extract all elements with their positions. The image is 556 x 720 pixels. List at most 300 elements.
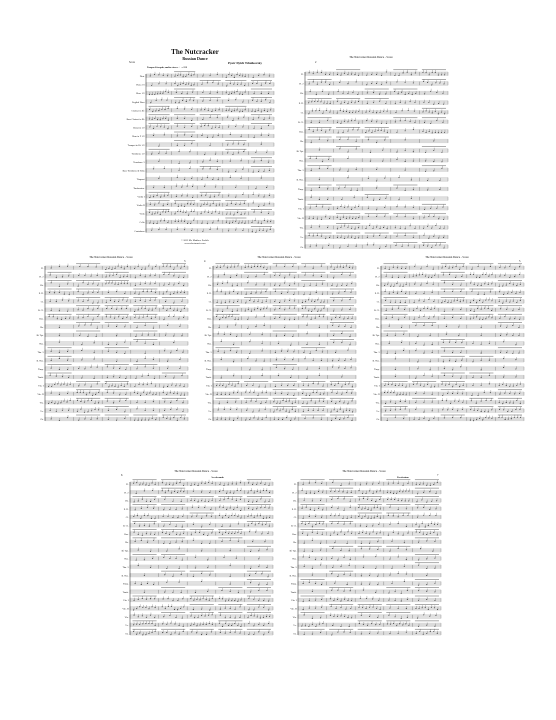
note-head: [254, 309, 255, 310]
note-head: [386, 310, 387, 311]
note-head: [67, 266, 68, 267]
note-head: [337, 122, 338, 123]
instrument-label: Fl.: [41, 268, 44, 270]
note-head: [166, 100, 167, 101]
note-head: [78, 420, 79, 421]
note-head: [224, 409, 225, 410]
note-head: [242, 111, 243, 112]
note-head: [282, 400, 283, 401]
note-head: [164, 402, 165, 403]
note-head: [444, 291, 445, 292]
note-head: [116, 352, 117, 353]
note-head: [184, 135, 185, 136]
note-head: [269, 118, 270, 119]
note-head: [321, 130, 322, 131]
note-head: [261, 178, 262, 179]
note-head: [94, 359, 95, 360]
note-head: [107, 392, 108, 393]
note-head: [113, 368, 114, 369]
note-head: [234, 386, 235, 387]
note-head: [342, 132, 343, 133]
note-head: [252, 100, 253, 101]
note-head: [395, 122, 396, 123]
note-head: [323, 394, 324, 395]
note-head: [281, 293, 282, 294]
note-head: [168, 211, 169, 212]
note-head: [519, 266, 520, 267]
note-head: [211, 128, 212, 129]
note-head: [170, 352, 171, 353]
note-head: [341, 274, 342, 275]
note-head: [405, 302, 406, 303]
note-head: [340, 267, 341, 268]
note-head: [346, 285, 347, 286]
note-head: [150, 102, 151, 103]
note-head: [311, 401, 312, 402]
note-head: [319, 368, 320, 369]
note-head: [163, 205, 164, 206]
note-head: [233, 420, 234, 421]
note-head: [321, 419, 322, 420]
instrument-label: Vln. II: [37, 394, 44, 396]
note-head: [423, 308, 424, 309]
note-head: [371, 132, 372, 133]
note-head: [108, 344, 109, 345]
instrument-label: B♭ Tpt.: [36, 335, 44, 338]
note-head: [423, 301, 424, 302]
note-head: [219, 205, 220, 206]
note-head: [70, 384, 71, 385]
note-head: [316, 158, 317, 159]
note-head: [335, 418, 336, 419]
note-head: [396, 216, 397, 217]
note-head: [124, 283, 125, 284]
note-head: [48, 403, 49, 404]
note-head: [431, 85, 432, 86]
note-head: [56, 376, 57, 377]
note-head: [337, 208, 338, 209]
note-head: [247, 282, 248, 283]
note-head: [67, 311, 68, 312]
note-head: [428, 238, 429, 239]
note-head: [67, 284, 68, 285]
note-head: [317, 384, 318, 385]
note-head: [509, 277, 510, 278]
note-head: [303, 352, 304, 353]
note-head: [401, 291, 402, 292]
note-head: [191, 178, 192, 179]
note-head: [166, 418, 167, 419]
note-head: [367, 103, 368, 104]
note-head: [154, 283, 155, 284]
note-head: [217, 74, 218, 75]
note-head: [218, 410, 219, 411]
note-head: [429, 112, 430, 113]
note-head: [415, 93, 416, 94]
note-head: [365, 228, 366, 229]
note-head: [145, 308, 146, 309]
note-head: [61, 319, 62, 320]
note-head: [258, 117, 259, 118]
note-head: [224, 334, 225, 335]
note-head: [158, 161, 159, 162]
note-head: [191, 120, 192, 121]
note-head: [62, 300, 63, 301]
note-head: [153, 135, 154, 136]
note-head: [427, 308, 428, 309]
note-head: [178, 319, 179, 320]
note-head: [435, 245, 436, 246]
instrument-label: Tbn. 3: [205, 352, 212, 354]
note-head: [481, 335, 482, 336]
note-head: [225, 294, 226, 295]
note-head: [325, 238, 326, 239]
note-head: [166, 266, 167, 267]
note-head: [329, 84, 330, 85]
note-head: [430, 335, 431, 336]
instrument-label: Cb.: [300, 246, 304, 249]
instrument-label: Trumpet in B♭ 1/2: [127, 144, 145, 147]
note-head: [500, 352, 501, 353]
note-head: [121, 267, 122, 268]
note-head: [156, 195, 157, 196]
note-head: [351, 120, 352, 121]
note-head: [251, 311, 252, 312]
note-head: [393, 292, 394, 293]
note-head: [124, 293, 125, 294]
note-head: [165, 301, 166, 302]
note-head: [141, 420, 142, 421]
note-head: [62, 410, 63, 411]
note-head: [233, 215, 234, 216]
note-head: [218, 110, 219, 111]
note-head: [455, 266, 456, 267]
note-head: [328, 159, 329, 160]
note-head: [180, 268, 181, 269]
note-head: [314, 301, 315, 302]
note-head: [233, 376, 234, 377]
note-head: [134, 420, 135, 421]
note-head: [187, 196, 188, 197]
note-head: [217, 169, 218, 170]
note-head: [504, 275, 505, 276]
note-head: [417, 362, 418, 363]
note-head: [167, 222, 168, 223]
note-head: [325, 132, 326, 133]
note-head: [147, 384, 148, 385]
note-head: [287, 292, 288, 293]
note-head: [261, 212, 262, 213]
note-head: [200, 110, 201, 111]
note-head: [403, 350, 404, 351]
note-head: [516, 302, 517, 303]
note-head: [235, 187, 236, 188]
note-head: [177, 177, 178, 178]
note-head: [331, 384, 332, 385]
note-head: [513, 284, 514, 285]
note-head: [387, 132, 388, 133]
note-head: [166, 394, 167, 395]
note-head: [285, 411, 286, 412]
note-head: [347, 318, 348, 319]
note-head: [158, 83, 159, 84]
note-head: [49, 292, 50, 293]
note-head: [135, 336, 136, 337]
note-head: [225, 317, 226, 318]
note-head: [319, 401, 320, 402]
note-head: [208, 212, 209, 213]
note-head: [438, 75, 439, 76]
note-head: [234, 267, 235, 268]
note-head: [414, 247, 415, 248]
note-head: [201, 84, 202, 85]
note-head: [354, 102, 355, 103]
note-head: [170, 392, 171, 393]
note-head: [165, 229, 166, 230]
note-head: [212, 137, 213, 138]
note-head: [234, 92, 235, 93]
note-head: [322, 410, 323, 411]
note-head: [232, 311, 233, 312]
note-head: [446, 334, 447, 335]
note-head: [428, 299, 429, 300]
note-head: [408, 93, 409, 94]
note-head: [393, 286, 394, 287]
note-head: [107, 377, 108, 378]
note-head: [373, 200, 374, 201]
note-head: [386, 82, 387, 83]
note-head: [477, 308, 478, 309]
note-head: [302, 316, 303, 317]
note-head: [317, 235, 318, 236]
note-head: [255, 293, 256, 294]
note-head: [193, 74, 194, 75]
note-head: [191, 109, 192, 110]
note-head: [263, 197, 264, 198]
note-head: [417, 336, 418, 337]
note-head: [349, 299, 350, 300]
note-head: [226, 86, 227, 87]
note-head: [403, 73, 404, 74]
note-head: [323, 302, 324, 303]
note-head: [481, 360, 482, 361]
note-head: [425, 171, 426, 172]
note-head: [149, 109, 150, 110]
note-head: [293, 351, 294, 352]
note-head: [154, 74, 155, 75]
note-head: [235, 171, 236, 172]
note-head: [225, 387, 226, 388]
staff-system: [196, 254, 362, 434]
note-head: [255, 188, 256, 189]
note-head: [408, 245, 409, 246]
note-head: [415, 343, 416, 344]
note-head: [227, 308, 228, 309]
note-head: [476, 277, 477, 278]
note-head: [321, 276, 322, 277]
note-head: [201, 135, 202, 136]
note-head: [463, 301, 464, 302]
note-head: [431, 247, 432, 248]
note-head: [158, 153, 159, 154]
note-head: [92, 303, 93, 304]
instrument-label: E. H.: [374, 293, 380, 296]
note-head: [230, 83, 231, 84]
instrument-label: Bsn.: [207, 318, 212, 321]
note-head: [217, 229, 218, 230]
note-head: [176, 409, 177, 410]
note-head: [153, 328, 154, 329]
note-head: [127, 384, 128, 385]
note-head: [119, 368, 120, 369]
note-head: [173, 303, 174, 304]
note-head: [158, 146, 159, 147]
note-head: [333, 300, 334, 301]
note-head: [255, 361, 256, 362]
note-head: [325, 82, 326, 83]
note-head: [59, 342, 60, 343]
note-head: [357, 130, 358, 131]
note-head: [352, 112, 353, 113]
note-head: [347, 121, 348, 122]
note-head: [441, 268, 442, 269]
note-head: [266, 231, 267, 232]
note-head: [168, 284, 169, 285]
note-head: [200, 206, 201, 207]
note-head: [92, 292, 93, 293]
note-head: [67, 351, 68, 352]
note-head: [367, 237, 368, 238]
note-head: [111, 308, 112, 309]
note-head: [439, 83, 440, 84]
note-head: [476, 317, 477, 318]
note-head: [119, 377, 120, 378]
note-head: [311, 190, 312, 191]
note-head: [470, 274, 471, 275]
note-head: [427, 190, 428, 191]
note-head: [269, 170, 270, 171]
note-head: [221, 341, 222, 342]
note-head: [261, 135, 262, 136]
note-head: [323, 316, 324, 317]
note-head: [218, 351, 219, 352]
note-head: [328, 245, 329, 246]
instrument-label: Vln. I: [38, 385, 44, 388]
note-head: [237, 418, 238, 419]
note-head: [234, 110, 235, 111]
note-head: [178, 221, 179, 222]
note-head: [249, 369, 250, 370]
note-head: [435, 72, 436, 73]
note-head: [253, 212, 254, 213]
note-head: [135, 285, 136, 286]
note-head: [347, 103, 348, 104]
note-head: [246, 294, 247, 295]
note-head: [238, 383, 239, 384]
note-head: [164, 350, 165, 351]
note-head: [181, 187, 182, 188]
note-head: [149, 197, 150, 198]
note-head: [229, 419, 230, 420]
note-head: [354, 229, 355, 230]
note-head: [279, 275, 280, 276]
note-head: [519, 274, 520, 275]
note-head: [387, 335, 388, 336]
note-head: [379, 199, 380, 200]
note-head: [341, 300, 342, 301]
note-head: [313, 236, 314, 237]
note-head: [314, 309, 315, 310]
note-head: [311, 142, 312, 143]
note-head: [351, 393, 352, 394]
note-head: [433, 150, 434, 151]
note-head: [276, 266, 277, 267]
note-head: [263, 74, 264, 75]
note-head: [240, 84, 241, 85]
note-head: [408, 110, 409, 111]
note-head: [428, 102, 429, 103]
note-head: [162, 93, 163, 94]
note-head: [481, 327, 482, 328]
note-head: [433, 269, 434, 270]
note-head: [204, 186, 205, 187]
instrument-label: Fl.: [377, 268, 380, 270]
note-head: [322, 352, 323, 353]
note-head: [225, 302, 226, 303]
note-head: [153, 223, 154, 224]
note-head: [504, 316, 505, 317]
note-head: [423, 353, 424, 354]
note-head: [228, 94, 229, 95]
note-head: [154, 335, 155, 336]
note-head: [163, 308, 164, 309]
note-head: [105, 277, 106, 278]
note-head: [135, 378, 136, 379]
note-head: [365, 132, 366, 133]
note-head: [81, 360, 82, 361]
note-head: [183, 83, 184, 84]
note-head: [371, 74, 372, 75]
note-head: [488, 276, 489, 277]
note-head: [182, 411, 183, 412]
note-head: [341, 199, 342, 200]
note-head: [217, 311, 218, 312]
note-head: [263, 171, 264, 172]
note-head: [338, 326, 339, 327]
note-head: [87, 308, 88, 309]
note-head: [170, 308, 171, 309]
note-head: [354, 207, 355, 208]
note-head: [164, 168, 165, 169]
note-head: [51, 419, 52, 420]
note-head: [275, 386, 276, 387]
note-head: [331, 285, 332, 286]
note-head: [265, 291, 266, 292]
instrument-label: Fl. 2: [207, 276, 212, 279]
note-head: [180, 75, 181, 76]
note-head: [97, 419, 98, 420]
instrument-label: Fl. 2: [375, 276, 380, 279]
note-head: [396, 132, 397, 133]
note-head: [382, 161, 383, 162]
instrument-label: Bsn.: [375, 318, 380, 321]
note-head: [477, 294, 478, 295]
note-head: [317, 410, 318, 411]
note-head: [352, 387, 353, 388]
note-head: [304, 266, 305, 267]
note-head: [316, 246, 317, 247]
note-head: [258, 196, 259, 197]
